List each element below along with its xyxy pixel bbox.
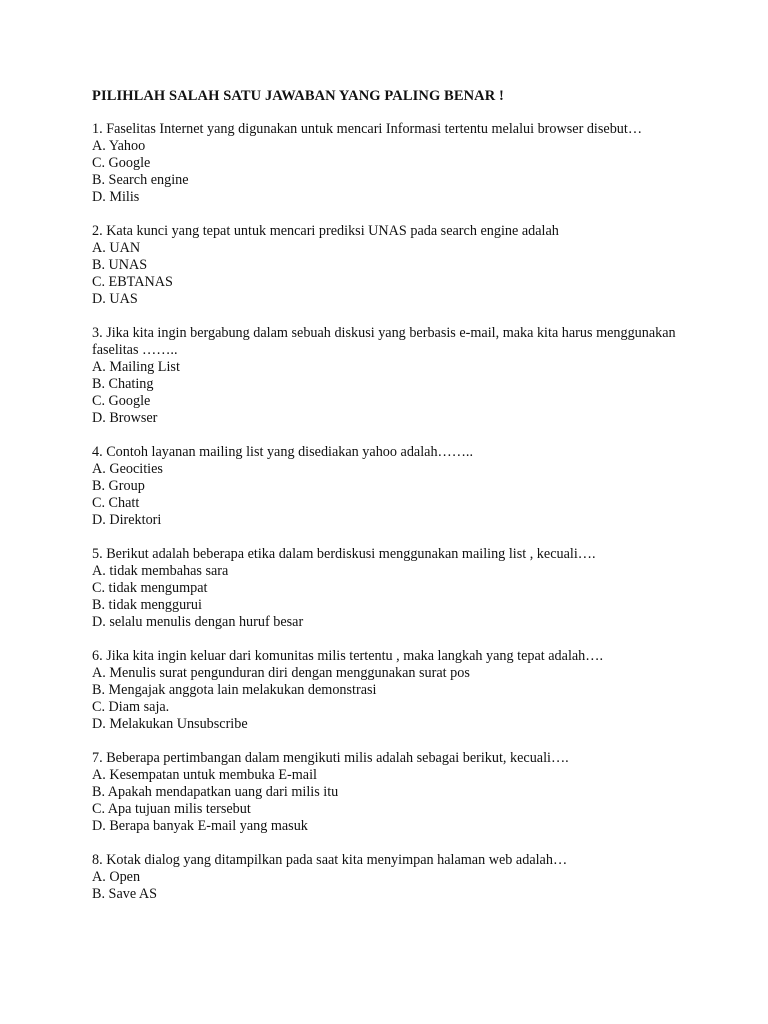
document-page bbox=[92, 88, 692, 920]
option: B. Mengajak anggota lain melakukan demonstrasi bbox=[92, 682, 377, 698]
option: B. Apakah mendapatkan uang dari milis itu bbox=[92, 784, 339, 800]
question-text: 1. Faselitas Internet yang digunakan untuk mencari Informasi tertentu melalui browser disebut… bbox=[92, 121, 643, 137]
question-8 bbox=[92, 852, 692, 903]
question-3 bbox=[92, 325, 692, 427]
question-7 bbox=[92, 750, 692, 835]
option: C. Diam saja. bbox=[92, 699, 170, 715]
question-text: 3. Jika kita ingin bergabung dalam sebuah diskusi yang berbasis e-mail, maka kita harus menggunakan faselitas …….. bbox=[92, 325, 680, 358]
option: C. Google bbox=[92, 393, 151, 409]
option: D. Browser bbox=[92, 410, 158, 426]
question-4 bbox=[92, 444, 692, 529]
option: A. Yahoo bbox=[92, 138, 146, 154]
question-2 bbox=[92, 223, 692, 308]
option: C. EBTANAS bbox=[92, 274, 173, 290]
option: A. UAN bbox=[92, 240, 141, 256]
question-text: 6. Jika kita ingin keluar dari komunitas milis tertentu , maka langkah yang tepat adalah…. bbox=[92, 648, 604, 664]
question-6 bbox=[92, 648, 692, 733]
option: C. Google bbox=[92, 155, 151, 171]
question-text: 2. Kata kunci yang tepat untuk mencari prediksi UNAS pada search engine adalah bbox=[92, 223, 559, 239]
option: B. Search engine bbox=[92, 172, 189, 188]
question-5 bbox=[92, 546, 692, 631]
option: B. tidak menggurui bbox=[92, 597, 202, 613]
question-text: 7. Beberapa pertimbangan dalam mengikuti milis adalah sebagai berikut, kecuali…. bbox=[92, 750, 569, 766]
page-title: PILIHLAH SALAH SATU JAWABAN YANG PALING BENAR ! bbox=[92, 88, 504, 104]
option: A. Open bbox=[92, 869, 141, 885]
option: B. Save AS bbox=[92, 886, 158, 902]
question-text: 4. Contoh layanan mailing list yang disediakan yahoo adalah…….. bbox=[92, 444, 474, 460]
option: C. Apa tujuan milis tersebut bbox=[92, 801, 251, 817]
option: B. Chating bbox=[92, 376, 154, 392]
option: A. Geocities bbox=[92, 461, 163, 477]
option: D. Melakukan Unsubscribe bbox=[92, 716, 248, 732]
option: D. selalu menulis dengan huruf besar bbox=[92, 614, 304, 630]
option: A. Kesempatan untuk membuka E-mail bbox=[92, 767, 317, 783]
option: A. tidak membahas sara bbox=[92, 563, 229, 579]
question-1 bbox=[92, 121, 692, 206]
option: D. Berapa banyak E-mail yang masuk bbox=[92, 818, 308, 834]
option: A. Mailing List bbox=[92, 359, 180, 375]
option: A. Menulis surat pengunduran diri dengan menggunakan surat pos bbox=[92, 665, 470, 681]
option: C. Chatt bbox=[92, 495, 140, 511]
option: B. Group bbox=[92, 478, 145, 494]
option: D. Milis bbox=[92, 189, 140, 205]
option: B. UNAS bbox=[92, 257, 148, 273]
question-text: 5. Berikut adalah beberapa etika dalam berdiskusi menggunakan mailing list , kecuali…. bbox=[92, 546, 596, 562]
option: D. Direktori bbox=[92, 512, 162, 528]
question-text: 8. Kotak dialog yang ditampilkan pada saat kita menyimpan halaman web adalah… bbox=[92, 852, 568, 868]
option: C. tidak mengumpat bbox=[92, 580, 208, 596]
option: D. UAS bbox=[92, 291, 138, 307]
